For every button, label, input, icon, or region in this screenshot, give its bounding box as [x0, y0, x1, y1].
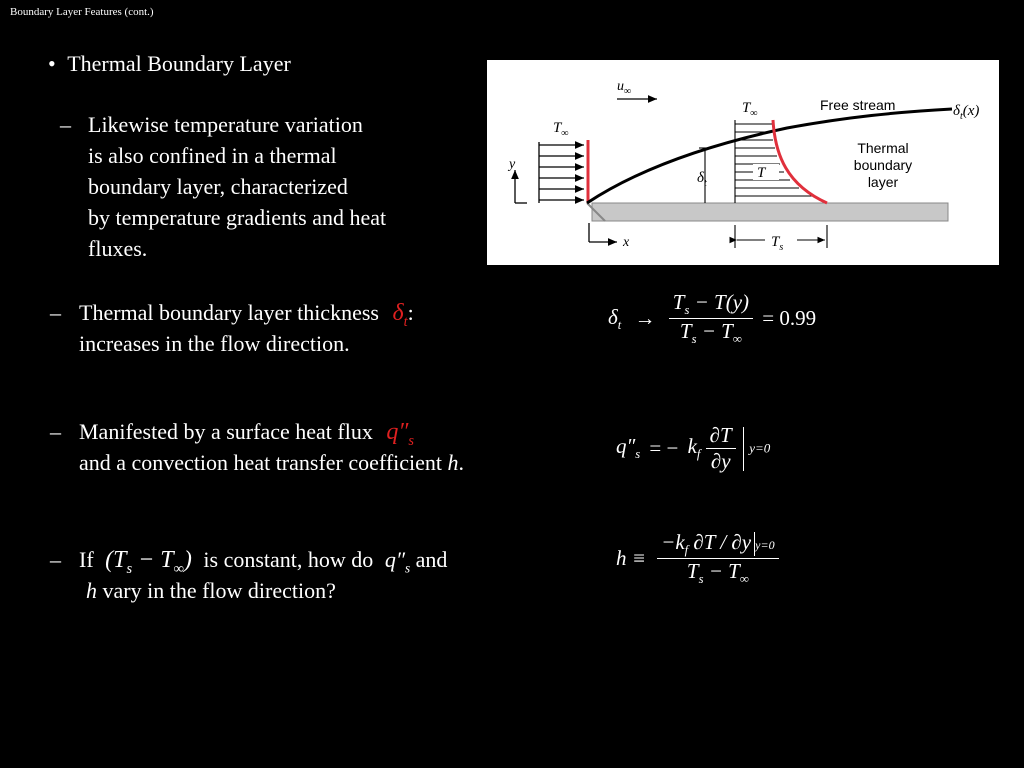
bullet-text: Thermal boundary layer thickness [79, 300, 379, 325]
period: . [458, 450, 465, 475]
bullet-text: vary in the flow direction? [102, 578, 336, 603]
x-axis-label: x [623, 235, 630, 250]
temp-difference: $(T_s - T_\infty)$ [105, 547, 192, 577]
delta-t-label: $\delta_t$ [697, 170, 707, 189]
plate [592, 203, 948, 221]
sub-bullet-dash: – [60, 112, 71, 137]
inflow-arrows [539, 142, 584, 203]
free-stream-label: Free stream [820, 97, 896, 113]
t-inf-left-label: $T_\infty$ [553, 120, 569, 139]
ts-label: $T_s$ [771, 234, 784, 253]
eq-result: = 0.99 [762, 306, 817, 331]
bullet-text: is constant, how do [203, 547, 374, 572]
bullet-text: Manifested by a surface heat flux [79, 419, 373, 444]
bullet-text: increases in the flow direction. [79, 331, 350, 356]
u-inf-label: $u_\infty$ [617, 79, 632, 97]
thermal-boundary-layer-diagram [487, 60, 999, 265]
thermal-label: Thermal [857, 140, 909, 156]
bullet-dot: • [48, 51, 56, 76]
h-symbol: h [86, 578, 97, 603]
eq-h-lhs: h ≡ [616, 546, 646, 571]
sub-bullet-dash: – [50, 419, 61, 444]
bullet-text: Thermal Boundary Layer [67, 51, 291, 76]
t-profile-label: T [757, 165, 766, 181]
bullet-text: and a convection heat transfer coefficient [79, 450, 443, 475]
y-axis-label: y [509, 157, 516, 172]
sub-bullet-text [88, 109, 386, 264]
t-inf-right-label: $T_\infty$ [742, 100, 758, 119]
if-text: If [79, 547, 94, 572]
line: boundary layer, characterized [88, 174, 348, 199]
equation-heat-flux: $q''_s$ = − $k_f$ $\frac{\partial T}{\partial y}$ y=0 [616, 423, 771, 473]
equation-thickness: $\delta_t$ → $\frac{T_s - T(y)}{T_s - T_\infty}$ = 0.99 [608, 290, 817, 347]
sub-bullet-dash: – [50, 547, 61, 572]
heat-flux-bullet-line2 [79, 447, 464, 478]
q-s-symbol: $q''_s$ [386, 419, 414, 449]
q-s-symbol: $q''_s$ [384, 547, 411, 576]
line: Likewise temperature variation [88, 112, 363, 137]
delta-x-label: $\delta_t(x)$ [953, 103, 980, 122]
equation-h: h ≡ $\frac{-k_f \partial T / \partial y y=0}{T_s - T_\infty}$ [616, 530, 779, 587]
colon: : [407, 300, 414, 325]
sub-bullet-dash: – [50, 300, 61, 325]
layer-label: layer [867, 174, 899, 190]
temperature-profile [773, 120, 827, 203]
boundary-label: boundary [853, 157, 913, 173]
slide-title: Boundary Layer Features (cont.) [10, 6, 154, 18]
delta-t-symbol: $\delta_t$ [392, 300, 408, 330]
and-text: and [415, 547, 448, 572]
line: fluxes. [88, 236, 148, 261]
diagram-svg [487, 60, 999, 265]
bullet-thermal-boundary-layer [48, 48, 291, 79]
line: by temperature gradients and heat [88, 205, 387, 230]
h-symbol: h [447, 450, 459, 475]
question-bullet-line2 [86, 575, 336, 606]
line: is also confined in a thermal [88, 143, 337, 168]
